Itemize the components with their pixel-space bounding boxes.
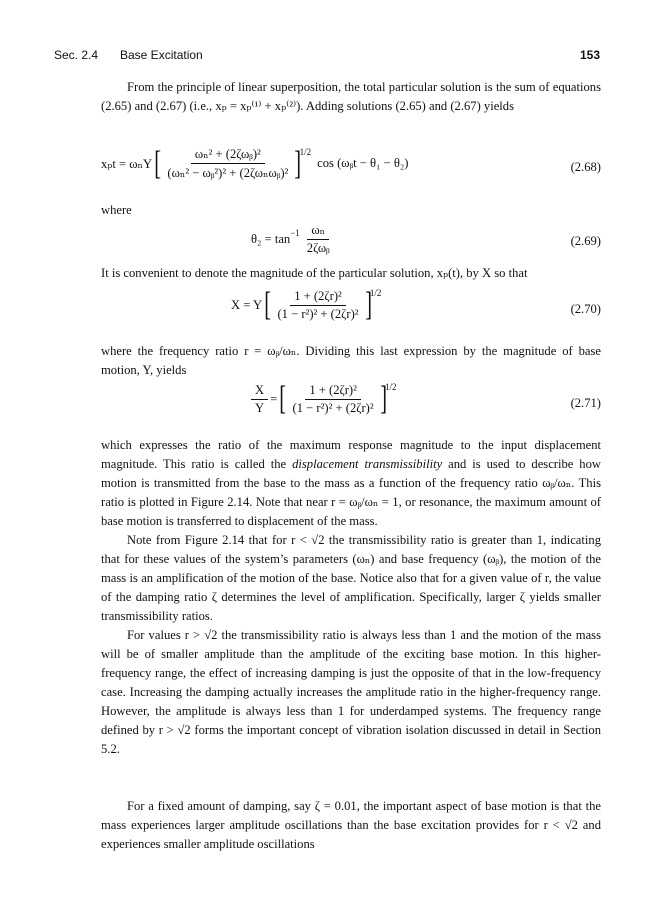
- eq271-numerator: 1 + (2ζr)²: [305, 383, 361, 400]
- eq270-left-bracket: [: [264, 286, 272, 323]
- eq270-fraction: [273, 289, 362, 322]
- eq268-right-bracket: ]: [294, 144, 302, 182]
- eq268-denominator: (ωₙ² − ωᵦ²)² + (2ζωₙωᵦ)²: [167, 166, 289, 180]
- section-title: Base Excitation: [120, 48, 203, 62]
- section-number: Sec. 2.4: [54, 48, 99, 62]
- eq271-right-bracket: ]: [379, 380, 387, 417]
- eq269-numerator: ωₙ: [307, 222, 329, 240]
- eq270-power: 1/2: [369, 288, 382, 298]
- eq271-equals: =: [270, 391, 278, 406]
- equation-2-70: [101, 286, 601, 338]
- paragraph-superposition: From the principle of linear superposition, the total particular solution is the sum of equations (2.65) and (2.67) (i.e., xₚ = xₚ⁽¹⁾ + xₚ⁽²⁾). Adding solutions (2.65) and (2.67) yields: [101, 80, 601, 113]
- eq271-power: 1/2: [384, 382, 397, 392]
- eq271-lhs-denominator: Y: [255, 400, 265, 415]
- eq270-number: (2.70): [570, 302, 601, 316]
- paragraph-isolation: For values r > √2 the transmissibility ratio is always less than 1 and the motion of the mass will be of smaller amplitude than the amplitude of the exciting base motion. In this higher-frequency range, the effect of increasing damping is just the opposite of that in the low-frequency case. Increasing the damping actually increases the amplitude ratio in the higher-frequency range. However, the amplitude is always less than 1 for underdamped systems. The frequency range defined by r > √2 forms the important concept of vibration isolation discussed in detail in Section 5.2.: [101, 628, 601, 756]
- paragraph-frequency-ratio: where the frequency ratio r = ωᵦ/ωₙ. Dividing this last expression by the magnitude of base motion, Y, yields: [101, 344, 601, 377]
- where-label-1: where: [101, 203, 132, 217]
- eq269-fraction: [303, 222, 334, 256]
- page-number: 153: [579, 48, 600, 62]
- eq270-denominator: (1 − r²)² + (2ζr)²: [277, 306, 359, 321]
- equation-2-68: [101, 140, 601, 196]
- para4-before: which expresses the ratio of the maximum response magnitude to the input displacement magnitude. This ratio is called the: [101, 438, 601, 471]
- paragraph-fixed-damping: For a fixed amount of damping, say ζ = 0.01, the important aspect of base motion is that the mass experiences larger amplitude oscillations than the base excitation provides for r < √2 and experiences smaller amplitude oscillations: [101, 799, 601, 851]
- eq269-lhs: θ₂ = tan: [251, 231, 291, 246]
- eq269-number: (2.69): [570, 234, 601, 248]
- equation-2-69: [101, 222, 601, 262]
- eq271-fraction: [289, 383, 378, 416]
- paragraph-transmissibility: [101, 436, 601, 531]
- eq271-lhs-numerator: X: [251, 383, 268, 400]
- eq268-fraction: [163, 146, 292, 181]
- eq269-power: −1: [290, 228, 300, 238]
- eq271-number: (2.71): [570, 396, 601, 410]
- eq268-cosine: cos (ωᵦt − θ₁ − θ₂): [317, 156, 409, 170]
- eq271-denominator: (1 − r²)² + (2ζr)²: [292, 400, 374, 415]
- eq271-lhs-fraction: [251, 383, 268, 416]
- eq268-left-bracket: [: [154, 144, 162, 182]
- paragraph-magnitude: It is convenient to denote the magnitude of the particular solution, xₚ(t), by X so that: [101, 266, 528, 280]
- eq269-denominator: 2ζωᵦ: [306, 241, 330, 255]
- eq268-lhs: xₚt = ωₙY: [101, 156, 153, 171]
- eq268-power: 1/2: [299, 146, 312, 157]
- para4-after: and is used to describe how motion is transmitted from the base to the mass as a function of the frequency ratio ωᵦ/ωₙ. This ratio is plotted in Figure 2.14. Note that near r = ωᵦ/ωₙ = 1, or resonance, the maximum amount of base motion is transferred to displacement of the mass.: [101, 457, 601, 528]
- eq270-lhs: X = Y: [231, 297, 263, 312]
- eq271-left-bracket: [: [279, 380, 287, 417]
- equation-2-71: [101, 380, 601, 432]
- eq268-numerator: ωₙ² + (2ζωᵦ)²: [191, 146, 265, 164]
- term-displacement-transmissibility: displacement transmissibility: [292, 457, 443, 471]
- eq268-number: (2.68): [570, 160, 601, 174]
- paragraph-amplification: Note from Figure 2.14 that for r < √2 the transmissibility ratio is greater than 1, indicating that for these values of the system’s parameters (ωₙ) and base frequency (ωᵦ), the motion of the mass is an amplification of the motion of the base. Notice also that for a given value of r, the value of the damping ratio ζ determines the level of amplification. Specifically, larger ζ yields smaller transmissibility ratios.: [101, 533, 601, 623]
- eq270-numerator: 1 + (2ζr)²: [290, 289, 346, 306]
- eq270-right-bracket: ]: [364, 286, 372, 323]
